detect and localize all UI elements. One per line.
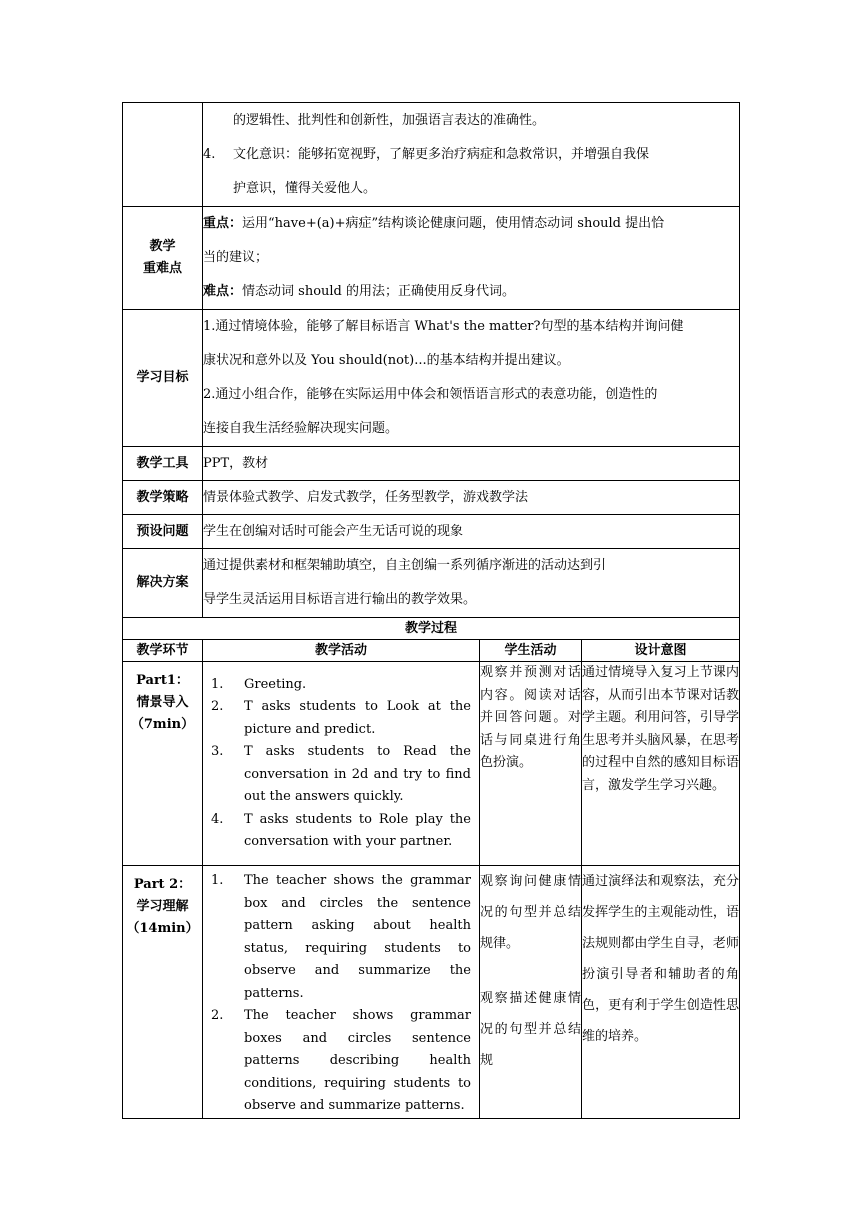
culture-item-line1: 文化意识：能够拓宽视野，了解更多治疗病症和急救常识，并增强自我保 xyxy=(233,146,650,162)
key-points-label xyxy=(123,207,203,310)
part2-student-b: 观察描述健康情况的句型并总结规 xyxy=(480,991,581,1068)
tools-label: 教学工具 xyxy=(123,447,203,481)
activity-text: The teacher shows the grammar box and circles the sentence pattern asking about health status, requiring students to observe and summarize the patterns. xyxy=(244,873,471,1001)
list-item xyxy=(211,674,471,697)
strategy-label: 教学策略 xyxy=(123,481,203,515)
strategy-value: 情景体验式教学、启发式教学，任务型教学，游戏教学法 xyxy=(203,481,740,515)
list-item xyxy=(211,696,471,741)
objectives-label: 学习目标 xyxy=(123,310,203,447)
part1-name-line3: （7min） xyxy=(130,717,195,732)
lesson-plan-table xyxy=(122,102,740,1119)
header-teacher-activity: 教学活动 xyxy=(203,640,480,662)
objectives-line2: 康状况和意外以及 You should(not)...的基本结构并提出建议。 xyxy=(203,353,570,368)
activity-text: Greeting. xyxy=(244,676,307,692)
key-points-cell xyxy=(203,207,740,310)
activity-number: 1. xyxy=(211,676,224,692)
key-points-label-line2: 重难点 xyxy=(142,261,182,276)
culture-item-line2: 护意识，懂得关爱他人。 xyxy=(233,180,377,196)
part2-student-a: 观察询问健康情况的句型并总结规律。 xyxy=(480,874,581,951)
activity-text: T asks students to Role play the conversation with your partner. xyxy=(244,811,471,849)
activity-number: 2. xyxy=(211,699,224,714)
problem-value: 学生在创编对话时可能会产生无话可说的现象 xyxy=(203,515,740,549)
table-row xyxy=(123,662,740,866)
objectives-line1: 1.通过情境体验，能够了解目标语言 What's the matter?句型的基本结构并询问健 xyxy=(203,319,684,334)
table-row xyxy=(123,866,740,1119)
part2-name-line2: 学习理解 xyxy=(136,899,189,914)
focus-label: 重点： xyxy=(203,216,243,231)
activity-number: 4. xyxy=(211,811,224,827)
list-item xyxy=(211,809,471,854)
focus-line2: 当的建议； xyxy=(203,250,269,265)
part2-design-intent: 通过演绎法和观察法，充分发挥学生的主观能动性，语法规则都由学生自寻，老师扮演引导者和辅助者的角色，更有利于学生创造性思维的培养。 xyxy=(582,866,740,1119)
header-student-activity: 学生活动 xyxy=(480,640,582,662)
part2-name-line1: Part 2： xyxy=(133,877,192,892)
solution-cell xyxy=(203,549,740,618)
solution-line2: 导学生灵活运用目标语言进行输出的教学效果。 xyxy=(203,592,477,607)
culture-continuation: 的逻辑性、批判性和创新性，加强语言表达的准确性。 xyxy=(233,112,546,128)
activity-text: T asks students to Read the conversation in 2d and try to find out the answers quickly. xyxy=(244,744,471,804)
problem-label: 预设问题 xyxy=(123,515,203,549)
part1-student-activity: 观察并预测对话内容。阅读对话并回答问题。对话与同桌进行角色扮演。 xyxy=(480,662,582,866)
solution-label: 解决方案 xyxy=(123,549,203,618)
part2-name-line3: （14min） xyxy=(126,921,199,936)
part1-name-line2: 情景导入 xyxy=(136,695,189,710)
list-item xyxy=(211,1005,471,1118)
activity-text: The teacher shows grammar boxes and circles sentence patterns describing health conditions, requiring students to observe and summarize patterns. xyxy=(244,1008,471,1113)
culture-item xyxy=(203,138,739,172)
difficulty-label: 难点： xyxy=(203,284,243,299)
culture-item-number: 4. xyxy=(203,146,216,162)
objectives-line3: 2.通过小组合作，能够在实际运用中体会和领悟语言形式的表意功能，创造性的 xyxy=(203,387,658,402)
part2-student-activity xyxy=(480,866,582,1119)
culture-cell xyxy=(203,103,740,207)
tools-value: PPT，教材 xyxy=(203,447,740,481)
list-item xyxy=(211,741,471,809)
part2-name xyxy=(123,866,203,1119)
activity-number: 3. xyxy=(211,744,224,759)
empty-label-cell xyxy=(123,103,203,207)
part1-design-intent: 通过情境导入复习上节课内容，从而引出本节课对话教学主题。利用问答，引导学生思考并头脑风暴，在思考的过程中自然的感知目标语言，激发学生学习兴趣。 xyxy=(582,662,740,866)
part1-activities xyxy=(203,662,480,866)
header-stage: 教学环节 xyxy=(123,640,203,662)
solution-line1: 通过提供素材和框架辅助填空，自主创编一系列循序渐进的活动达到引 xyxy=(203,558,607,573)
difficulty-text: 情态动词 should 的用法；正确使用反身代词。 xyxy=(242,284,516,299)
objectives-cell xyxy=(203,310,740,447)
activity-number: 2. xyxy=(211,1008,224,1023)
activity-text: T asks students to Look at the picture and predict. xyxy=(244,699,471,737)
header-design-intent: 设计意图 xyxy=(582,640,740,662)
objectives-line4: 连接自我生活经验解决现实问题。 xyxy=(203,421,399,436)
part2-activities xyxy=(203,866,480,1119)
list-item xyxy=(211,870,471,1005)
activity-number: 1. xyxy=(211,873,224,888)
part1-name-line1: Part1： xyxy=(136,673,189,688)
part1-name xyxy=(123,662,203,866)
focus-line1: 运用“have+(a)+病症”结构谈论健康问题，使用情态动词 should 提出恰 xyxy=(242,216,665,231)
process-title: 教学过程 xyxy=(123,618,740,640)
key-points-label-line1: 教学 xyxy=(149,239,176,254)
